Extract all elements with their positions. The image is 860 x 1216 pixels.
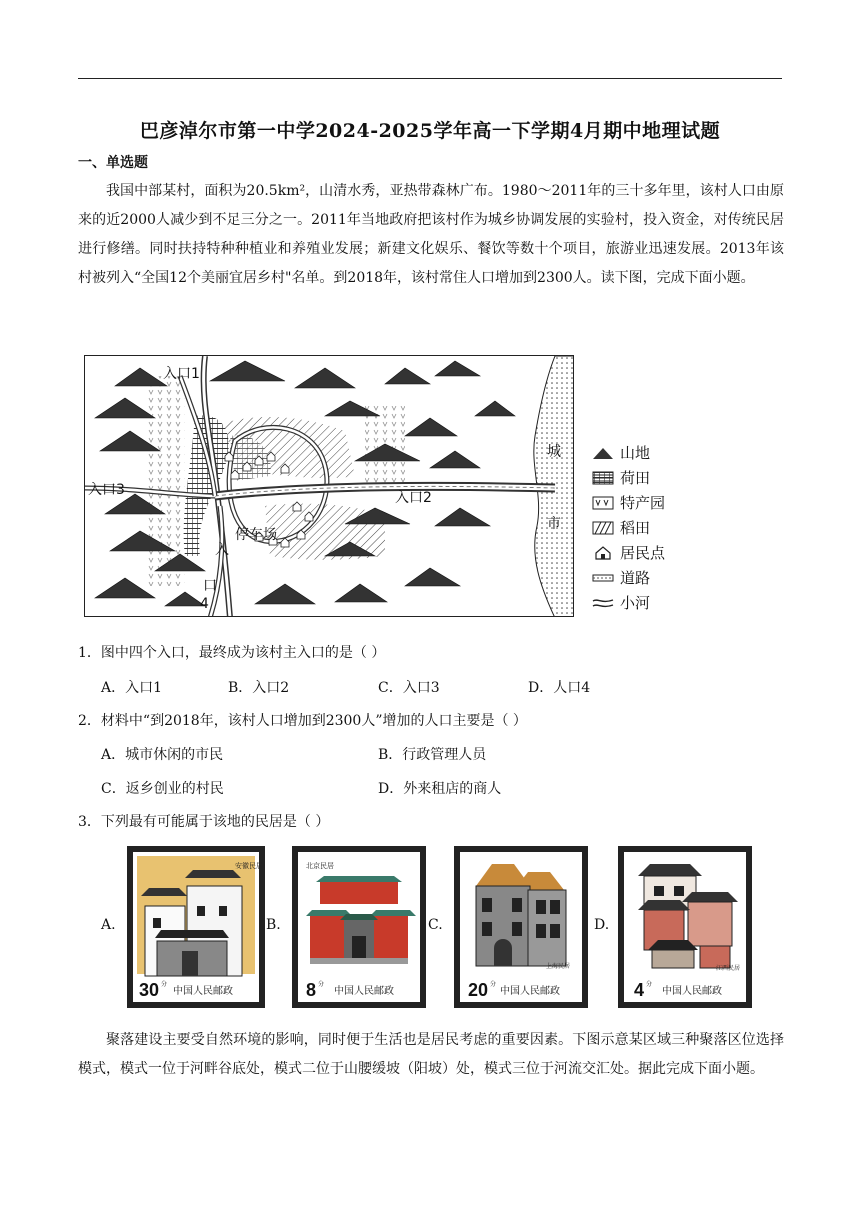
entrance1-label: 入口1 [163, 366, 200, 382]
question-1-stem: 1．图中四个入口，最终成为该村主入口的是（ ） [78, 645, 386, 661]
question-3-option-b[interactable]: B. [266, 917, 281, 933]
stamp-country: 中国人民邮政 [500, 986, 560, 997]
settlement-icon [592, 545, 614, 561]
second-paragraph: 聚落建设主要受自然环境的影响，同时便于生活也是居民考虑的重要因素。下图示意某区域三种聚落区位选择模式，模式一位于河畔谷底处，模式二位于山腰缓坡（阳坡）处，模式三位于河流交汇处。据此完成下面小题。 [78, 1032, 784, 1077]
stamp-caption: 上海民居 [546, 963, 571, 970]
question-1-option-d[interactable]: D．人口4 [528, 680, 591, 696]
stamp-caption: 北京民居 [306, 862, 334, 870]
parking-label: 停车场 [235, 527, 277, 543]
road-icon [592, 570, 614, 586]
river-icon [592, 595, 614, 611]
entrance4-label-a: 入 [215, 542, 229, 558]
stamp-unit: 分 [646, 981, 653, 988]
city-label-a: 城 [547, 444, 561, 460]
stamp-caption: 安徽民居 [235, 862, 263, 870]
entrance4-label-b: 口 [203, 578, 217, 594]
legend-label: 居民点 [620, 544, 666, 562]
legend-item-river [592, 590, 702, 615]
question-1-option-a[interactable]: A．入口1 [101, 680, 163, 696]
city-label-b: 市 [547, 516, 561, 532]
stamp-denomination: 20 [468, 980, 489, 1000]
entrance4-label-c: 4 [200, 596, 209, 612]
stamp-unit: 分 [161, 981, 168, 988]
stamp-anhui[interactable] [127, 846, 265, 1012]
stamp-denomination: 8 [306, 980, 317, 1000]
stamp-country: 中国人民邮政 [173, 986, 233, 997]
rice-field-icon [592, 520, 614, 536]
intro-paragraph: 我国中部某村，面积为20.5km²，山清水秀，亚热带森林广布。1980～2011年的三十多年里，该村人口由原来的近2000人减少到不足三分之一。2011年当地政府把该村作为城乡协调发展的实验村，投入资金，对传统民居进行修缮。同时扶持特种种植业和养殖业发展；新建文化娱乐、餐饮等数十个项目，旅游业迅速发展。2013年该村被列入“全国12个美丽宜居乡村"名单。到2018年，该村常住人口增加到2300人。读下图，完成下面小题。 [78, 183, 784, 286]
legend-item-lotus-field [592, 465, 702, 490]
page-title: 巴彦淖尔市第一中学2024-2025学年高一下学期4月期中地理试题 [139, 120, 721, 142]
legend-item-mountain [592, 440, 702, 465]
stamp-jiangxi[interactable] [618, 846, 752, 1012]
question-1-option-b[interactable]: B．入口2 [228, 680, 290, 696]
header-rule [78, 78, 782, 79]
stamp-shanghai[interactable] [454, 846, 588, 1012]
question-2-option-b[interactable]: B．行政管理人员 [378, 747, 487, 763]
question-3-option-d[interactable]: D. [594, 917, 610, 933]
question-2-option-d[interactable]: D．外来租店的商人 [378, 781, 502, 797]
legend-label: 荷田 [620, 469, 651, 487]
mountain-icon [592, 445, 614, 461]
stamp-denomination: 30 [139, 980, 160, 1000]
specialty-garden-icon [592, 495, 614, 511]
stamp-unit: 分 [490, 981, 497, 988]
question-1-option-c[interactable]: C．入口3 [378, 680, 440, 696]
entrance2-label: 入口2 [395, 490, 432, 506]
section-heading: 一、单选题 [78, 155, 148, 171]
stamp-country: 中国人民邮政 [662, 986, 722, 997]
legend-item-road [592, 565, 702, 590]
question-3-option-c[interactable]: C. [428, 917, 443, 933]
entrance3-label: 入口3 [88, 482, 125, 498]
stamp-country: 中国人民邮政 [334, 986, 394, 997]
stamp-beijing[interactable] [292, 846, 426, 1012]
stamp-denomination: 4 [634, 980, 645, 1000]
legend-label: 稻田 [620, 519, 651, 537]
stamp-unit: 分 [318, 981, 325, 988]
question-2-stem: 2．材料中“到2018年，该村人口增加到2300人”增加的人口主要是（ ） [78, 713, 527, 729]
legend-label: 山地 [620, 444, 651, 462]
legend-item-specialty-garden [592, 490, 702, 515]
village-map [84, 355, 574, 617]
legend-item-rice-field [592, 515, 702, 540]
question-3-option-a[interactable]: A. [101, 917, 116, 933]
lotus-field-icon [592, 470, 614, 486]
legend-item-settlement [592, 540, 702, 565]
stamp-caption: 江西民居 [716, 965, 741, 972]
legend-label: 小河 [620, 594, 651, 612]
question-2-option-a[interactable]: A．城市休闲的市民 [101, 747, 224, 763]
legend-label: 道路 [620, 569, 651, 587]
question-2-option-c[interactable]: C．返乡创业的村民 [101, 781, 224, 797]
map-legend [592, 440, 702, 615]
question-3-stem: 3．下列最有可能属于该地的民居是（ ） [78, 814, 330, 830]
legend-label: 特产园 [620, 494, 666, 512]
